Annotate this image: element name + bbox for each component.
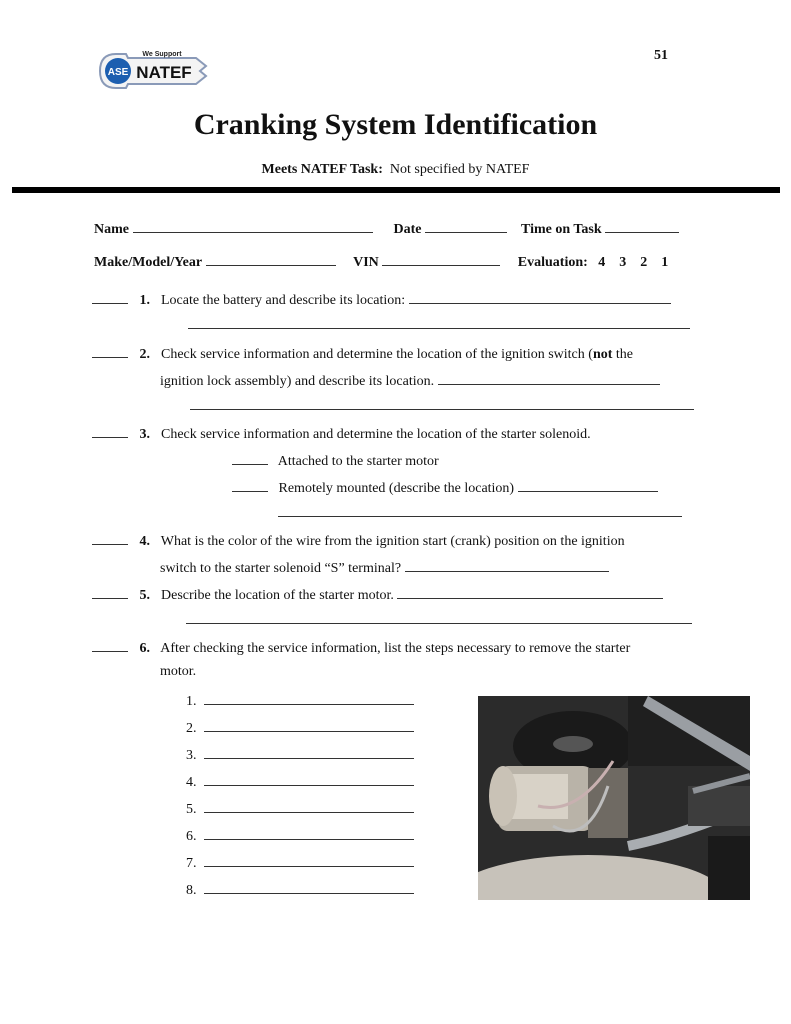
meets-label: Meets NATEF Task: bbox=[261, 162, 383, 177]
option-remote-text: Remotely mounted (describe the location) bbox=[278, 481, 515, 496]
option-attached-text: Attached to the starter motor bbox=[277, 454, 439, 469]
question-5-answer-line-1[interactable] bbox=[397, 584, 663, 599]
question-2-text-bold: not bbox=[592, 347, 613, 362]
step-row bbox=[186, 852, 414, 879]
question-4 bbox=[92, 530, 625, 550]
question-3 bbox=[92, 423, 591, 443]
page-number: 51 bbox=[654, 48, 668, 63]
question-2-answer-line-1[interactable] bbox=[438, 370, 660, 385]
step-row bbox=[186, 879, 414, 906]
option-remote-answer-line-2[interactable] bbox=[278, 516, 682, 517]
step-row bbox=[186, 744, 414, 771]
evaluation-score-2[interactable]: 2 bbox=[640, 255, 648, 270]
question-4-answer-line[interactable] bbox=[405, 557, 609, 572]
question-2-text-2: ignition lock assembly) and describe its location. bbox=[160, 374, 435, 389]
question-6-line-2 bbox=[160, 664, 196, 680]
vin-field[interactable] bbox=[382, 251, 500, 266]
step-number: 5. bbox=[186, 802, 197, 817]
question-1 bbox=[92, 289, 671, 309]
removal-steps-list bbox=[186, 690, 414, 906]
question-5-check[interactable] bbox=[92, 584, 128, 599]
header-divider bbox=[12, 187, 780, 193]
option-attached-check[interactable] bbox=[232, 450, 268, 465]
question-2-line-2 bbox=[160, 370, 660, 390]
step-6-line[interactable] bbox=[204, 825, 414, 840]
question-2-number: 2. bbox=[139, 347, 150, 362]
question-1-answer-line-2[interactable] bbox=[188, 328, 690, 329]
time-on-task-field[interactable] bbox=[605, 218, 679, 233]
question-6 bbox=[92, 637, 630, 657]
step-row bbox=[186, 825, 414, 852]
starter-motor-photo bbox=[478, 696, 750, 900]
svg-text:We Support: We Support bbox=[142, 51, 182, 58]
question-3-text: Check service information and determine the location of the starter solenoid. bbox=[161, 427, 591, 442]
question-4-text: What is the color of the wire from the ignition start (crank) position on the ignition bbox=[160, 534, 625, 549]
question-3-option-remote bbox=[232, 477, 658, 497]
starter-photo-illustration bbox=[478, 696, 750, 900]
step-row bbox=[186, 717, 414, 744]
header-row-2 bbox=[94, 251, 668, 271]
date-field[interactable] bbox=[425, 218, 507, 233]
step-number: 6. bbox=[186, 829, 197, 844]
question-2-check[interactable] bbox=[92, 343, 128, 358]
evaluation-label: Evaluation: bbox=[517, 255, 588, 270]
step-row bbox=[186, 798, 414, 825]
natef-logo bbox=[96, 46, 214, 96]
step-number: 1. bbox=[186, 694, 197, 709]
page-title: Cranking System Identification bbox=[193, 108, 598, 141]
question-3-option-attached bbox=[232, 450, 439, 470]
svg-text:NATEF: NATEF bbox=[136, 63, 192, 82]
question-3-check[interactable] bbox=[92, 423, 128, 438]
header-row-1 bbox=[94, 218, 679, 238]
step-8-line[interactable] bbox=[204, 879, 414, 894]
step-1-line[interactable] bbox=[204, 690, 414, 705]
question-4-text-2: switch to the starter solenoid “S” terminal? bbox=[160, 561, 402, 576]
name-field[interactable] bbox=[133, 218, 373, 233]
step-row bbox=[186, 771, 414, 798]
evaluation-score-1[interactable]: 1 bbox=[661, 255, 669, 270]
step-7-line[interactable] bbox=[204, 852, 414, 867]
step-4-line[interactable] bbox=[204, 771, 414, 786]
meets-value: Not specified by NATEF bbox=[389, 162, 530, 177]
step-number: 7. bbox=[186, 856, 197, 871]
vin-label: VIN bbox=[353, 255, 379, 270]
make-model-year-field[interactable] bbox=[206, 251, 336, 266]
question-1-check[interactable] bbox=[92, 289, 128, 304]
question-6-check[interactable] bbox=[92, 637, 128, 652]
question-4-check[interactable] bbox=[92, 530, 128, 545]
step-row bbox=[186, 690, 414, 717]
question-2-text-post: the bbox=[612, 347, 633, 362]
make-model-year-label: Make/Model/Year bbox=[94, 255, 203, 270]
question-1-text: Locate the battery and describe its location: bbox=[161, 293, 406, 308]
question-6-text: After checking the service information, list the steps necessary to remove the starter bbox=[160, 641, 631, 656]
time-on-task-label: Time on Task bbox=[521, 222, 602, 237]
natef-task-line bbox=[0, 162, 791, 178]
date-label: Date bbox=[393, 222, 422, 237]
question-5-answer-line-2[interactable] bbox=[186, 623, 692, 624]
question-1-answer-line-1[interactable] bbox=[409, 289, 671, 304]
question-2-answer-line-2[interactable] bbox=[190, 409, 694, 410]
step-3-line[interactable] bbox=[204, 744, 414, 759]
question-5-text: Describe the location of the starter motor. bbox=[161, 588, 394, 603]
question-4-number: 4. bbox=[139, 534, 150, 549]
question-3-number: 3. bbox=[139, 427, 150, 442]
step-number: 4. bbox=[186, 775, 197, 790]
question-1-number: 1. bbox=[139, 293, 150, 308]
name-label: Name bbox=[94, 222, 129, 237]
option-remote-check[interactable] bbox=[232, 477, 268, 492]
step-5-line[interactable] bbox=[204, 798, 414, 813]
step-number: 8. bbox=[186, 883, 197, 898]
step-2-line[interactable] bbox=[204, 717, 414, 732]
key-logo-icon bbox=[96, 46, 214, 96]
step-number: 2. bbox=[186, 721, 197, 736]
question-6-number: 6. bbox=[139, 641, 150, 656]
step-number: 3. bbox=[186, 748, 197, 763]
option-remote-answer-line-1[interactable] bbox=[518, 477, 658, 492]
question-5 bbox=[92, 584, 663, 604]
question-6-text-2: motor. bbox=[160, 664, 197, 679]
question-4-line-2 bbox=[160, 557, 609, 577]
question-5-number: 5. bbox=[139, 588, 150, 603]
evaluation-score-4[interactable]: 4 bbox=[598, 255, 606, 270]
evaluation-score-3[interactable]: 3 bbox=[619, 255, 627, 270]
svg-text:ASE: ASE bbox=[107, 67, 129, 78]
question-2-text-pre: Check service information and determine the location of the ignition switch ( bbox=[161, 347, 593, 362]
question-2 bbox=[92, 343, 633, 363]
